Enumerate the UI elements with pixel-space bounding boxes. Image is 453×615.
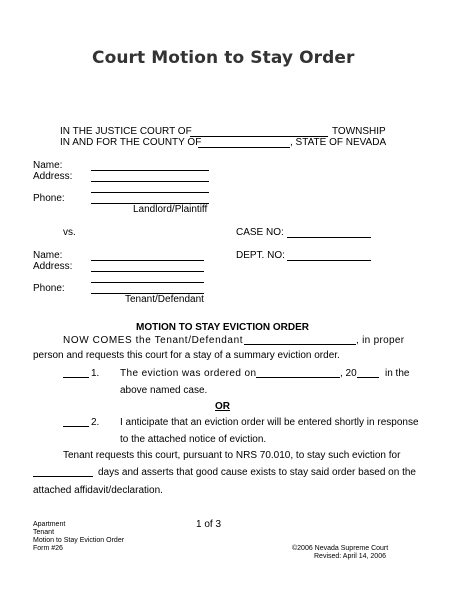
defendant-address-blank-1[interactable] [91,271,204,272]
defendant-phone-label: Phone: [33,283,65,294]
case-number-label: CASE NO: [236,227,284,238]
item-1-check-blank[interactable] [63,377,89,378]
paragraph-1-start: NOW COMES the Tenant/Defendant [63,335,244,346]
item-1-number: 1. [91,368,100,379]
case-number-blank[interactable] [287,237,371,238]
paragraph-2-line-1: Tenant requests this court, pursuant to NRS 70.010, to stay such eviction for [63,450,401,461]
paragraph-2-line-3: attached affidavit/declaration. [33,485,163,496]
plaintiff-role-label: Landlord/Plaintiff [133,204,208,215]
court-line-2-prefix: IN AND FOR THE COUNTY OF [60,137,202,148]
court-line-1-suffix: TOWNSHIP [332,126,386,137]
defendant-address-blank-2[interactable] [91,282,204,283]
paragraph-1-end: , in proper [356,335,405,346]
paragraph-2-line-2: days and asserts that good cause exists to stay said order based on the [98,467,416,478]
document-title: Court Motion to Stay Order [92,48,355,68]
tenant-name-blank[interactable] [244,344,356,345]
motion-heading: MOTION TO STAY EVICTION ORDER [136,322,309,333]
footer-left-line-3: Motion to Stay Eviction Order [33,537,125,544]
footer-left-line-2: Tenant [33,529,55,536]
dept-number-blank[interactable] [287,260,371,261]
court-line-1-prefix: IN THE JUSTICE COURT OF [60,126,192,137]
plaintiff-address-label: Address: [33,171,73,182]
paragraph-1-line-2: person and requests this court for a stay of a summary eviction order. [33,350,340,361]
plaintiff-name-label: Name: [33,160,63,171]
court-line-2-suffix: , STATE OF NEVADA [290,137,387,148]
plaintiff-name-blank[interactable] [91,170,209,171]
plaintiff-address-blank-1[interactable] [91,181,209,182]
item-1-year-prefix: , 20 [340,368,357,379]
item-1-text-c: in the [385,368,410,379]
item-1-text-a: The eviction was ordered on [120,368,257,379]
dept-number-label: DEPT. NO: [236,250,285,261]
page-number: 1 of 3 [196,519,222,530]
stay-days-blank[interactable] [33,476,93,477]
item-2-check-blank[interactable] [63,426,89,427]
defendant-name-blank[interactable] [91,260,204,261]
or-separator: OR [215,401,230,412]
footer-left-line-4: Form #26 [33,545,63,552]
item-2-text-b: to the attached notice of eviction. [120,434,267,445]
plaintiff-address-blank-2[interactable] [91,192,209,193]
footer-left-line-1: Apartment [33,521,66,528]
plaintiff-phone-label: Phone: [33,193,65,204]
defendant-role-label: Tenant/Defendant [125,294,204,305]
footer-right-line-1: ©2006 Nevada Supreme Court [292,545,389,552]
eviction-year-blank[interactable] [357,377,379,378]
item-1-text-d: above named case. [120,385,208,396]
item-2-text-a: I anticipate that an eviction order will be entered shortly in response [120,417,419,428]
eviction-date-blank[interactable] [256,377,340,378]
county-blank[interactable] [198,147,290,148]
item-2-number: 2. [91,417,100,428]
footer-right-line-2: Revised: April 14, 2006 [314,553,386,560]
versus-label: vs. [63,227,76,238]
defendant-address-label: Address: [33,261,73,272]
defendant-name-label: Name: [33,250,63,261]
